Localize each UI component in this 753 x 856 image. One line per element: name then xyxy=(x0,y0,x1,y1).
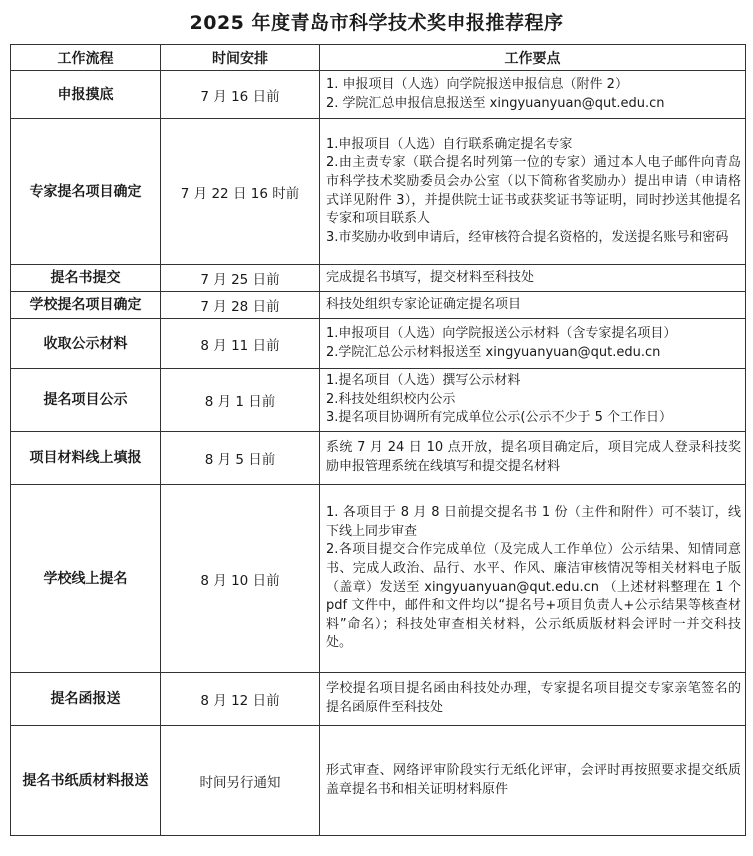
time-cell: 8 月 5 日前 xyxy=(161,432,320,485)
table-header-row xyxy=(11,45,746,71)
flow-cell: 提名项目公示 xyxy=(11,369,161,432)
point-line: 1.申报项目（人选）自行联系确定提名专家 xyxy=(326,136,573,152)
points-cell xyxy=(320,292,746,319)
point-line: 3.市奖励办收到申请后，经审核符合提名资格的，发送提名账号和密码 xyxy=(326,229,729,245)
points-cell xyxy=(320,369,746,432)
time-cell: 7 月 22 日 16 时前 xyxy=(161,119,320,265)
point-line: 2.各项目提交合作完成单位（及完成人工作单位）公示结果、知情同意书、完成人政治、品行、水平、作风、廉洁审核情况等相关材料电子版（盖章）发送至 xingyuanyuan@qut.edu.cn （上述材料整理在 1 个 pdf 文件中，邮件和文件均以“提名号+项目负责人+公示结果等核查材料”命名）；科技处审查相关材料，公示纸质版材料会评时一并交科技处。 xyxy=(326,542,741,651)
point-line: 2.学院汇总公示材料报送至 xingyuanyuan@qut.edu.cn xyxy=(326,344,661,360)
flow-cell: 学校线上提名 xyxy=(11,485,161,673)
page-title: 2025 年度青岛市科学技术奖申报推荐程序 xyxy=(189,12,564,34)
points-cell xyxy=(320,673,746,726)
table-row xyxy=(11,119,746,265)
time-cell: 7 月 25 日前 xyxy=(161,265,320,292)
flow-cell: 提名书纸质材料报送 xyxy=(11,726,161,836)
flow-cell: 专家提名项目确定 xyxy=(11,119,161,265)
header-flow: 工作流程 xyxy=(11,45,161,71)
points-cell xyxy=(320,432,746,485)
flow-cell: 提名函报送 xyxy=(11,673,161,726)
table-row xyxy=(11,726,746,836)
time-cell: 7 月 28 日前 xyxy=(161,292,320,319)
point-line: 1.申报项目（人选）向学院报送公示材料（含专家提名项目） xyxy=(326,325,677,341)
time-cell: 8 月 10 日前 xyxy=(161,485,320,673)
time-cell: 8 月 12 日前 xyxy=(161,673,320,726)
flow-cell: 申报摸底 xyxy=(11,71,161,119)
time-cell: 时间另行通知 xyxy=(161,726,320,836)
points-cell xyxy=(320,119,746,265)
table-row xyxy=(11,369,746,432)
point-line: 3.提名项目协调所有完成单位公示(公示不少于 5 个工作日） xyxy=(326,410,673,426)
table-row xyxy=(11,265,746,292)
point-line: 科技处组织专家论证确定提名项目 xyxy=(326,296,522,312)
points-cell xyxy=(320,71,746,119)
point-line: 系统 7 月 24 日 10 点开放，提名项目确定后，项目完成人登录科技奖励申报管理系统在线填写和提交提名材料 xyxy=(326,440,741,474)
time-cell: 7 月 16 日前 xyxy=(161,71,320,119)
points-cell xyxy=(320,485,746,673)
point-line: 1. 申报项目（人选）向学院报送申报信息（附件 2） xyxy=(326,76,628,92)
point-line: 学校提名项目提名函由科技处办理，专家提名项目提交专家亲笔签名的提名函原件至科技处 xyxy=(326,681,741,715)
points-cell xyxy=(320,265,746,292)
point-line: 2. 学院汇总申报信息报送至 xingyuanyuan@qut.edu.cn xyxy=(326,95,665,111)
flow-cell: 收取公示材料 xyxy=(11,319,161,369)
point-line: 1.提名项目（人选）撰写公示材料 xyxy=(326,373,521,389)
points-cell xyxy=(320,726,746,836)
flow-cell: 项目材料线上填报 xyxy=(11,432,161,485)
flow-cell: 提名书提交 xyxy=(11,265,161,292)
table-row xyxy=(11,432,746,485)
table-row xyxy=(11,71,746,119)
header-time: 时间安排 xyxy=(161,45,320,71)
point-line: 形式审查、网络评审阶段实行无纸化评审，会评时再按照要求提交纸质盖章提名书和相关证明材料原件 xyxy=(326,762,741,797)
point-line: 2.由主责专家（联合提名时列第一位的专家）通过本人电子邮件向青岛市科学技术奖励委员会办公室（以下简称省奖励办）提出申请（申请格式详见附件 3），并提供院士证书或获奖证书等证明，同时抄送其他提名专家和项目联系人 xyxy=(326,155,741,227)
header-points: 工作要点 xyxy=(320,45,746,71)
table-row xyxy=(11,485,746,673)
point-line: 完成提名书填写，提交材料至科技处 xyxy=(326,269,535,285)
table-row xyxy=(11,319,746,369)
time-cell: 8 月 11 日前 xyxy=(161,319,320,369)
procedure-table xyxy=(10,44,746,836)
points-cell xyxy=(320,319,746,369)
time-cell: 8 月 1 日前 xyxy=(161,369,320,432)
table-row xyxy=(11,292,746,319)
point-line: 2.科技处组织校内公示 xyxy=(326,391,456,407)
table-row xyxy=(11,673,746,726)
flow-cell: 学校提名项目确定 xyxy=(11,292,161,319)
point-line: 1. 各项目于 8 月 8 日前提交提名书 1 份（主件和附件）可不装订，线下线上同步审查 xyxy=(326,505,741,539)
